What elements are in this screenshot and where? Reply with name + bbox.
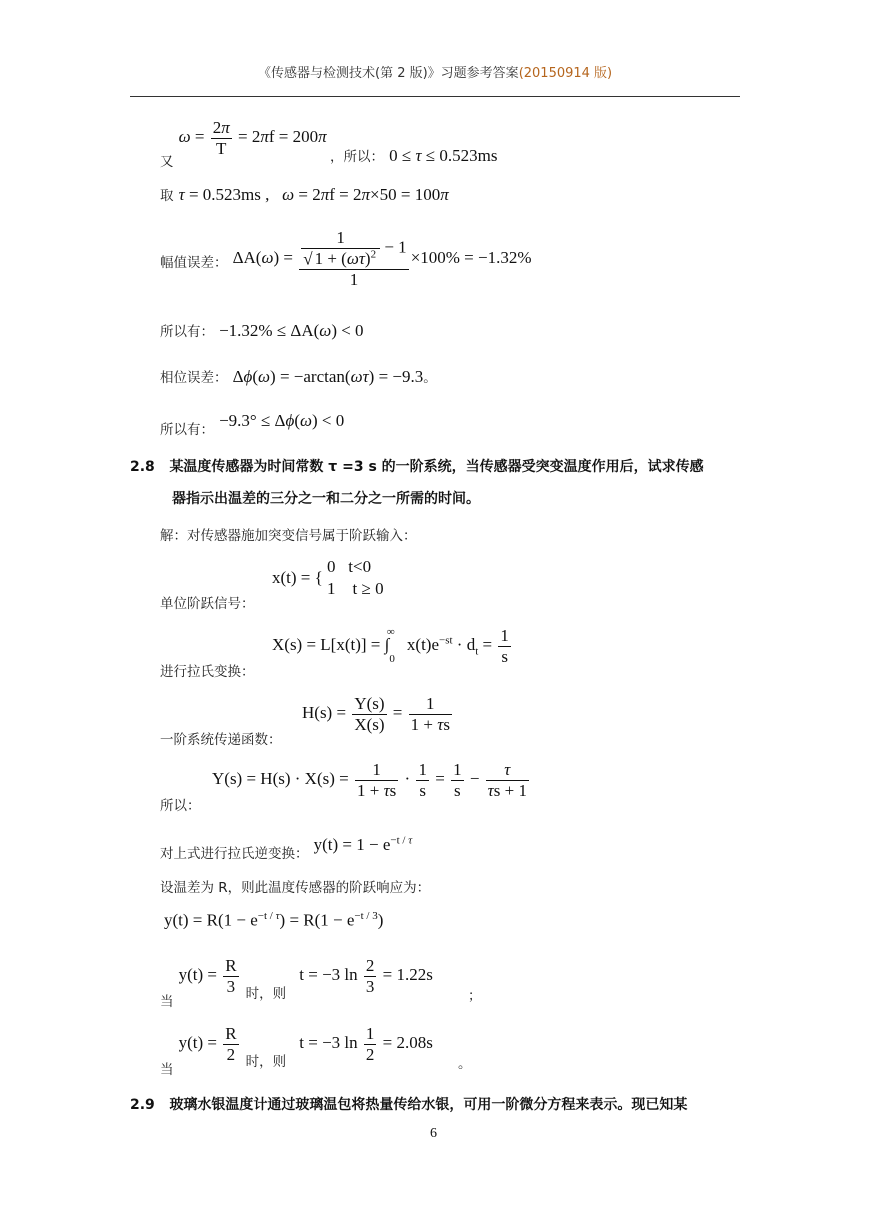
phase-range-formula: −9.3° ≤ Δϕ(ω) < 0: [219, 411, 345, 430]
solution-intro: 解：对传感器施加突变信号属于阶跃输入：: [160, 528, 417, 544]
case-one-third-condition: y(t) = $\frac{R}{3}$: [178, 956, 237, 996]
problem-2-9-number: 2.9: [130, 1097, 155, 1113]
amplitude-range-line: [160, 320, 364, 341]
transfer-formula: H(s) = $\frac{Y(s)}{X(s)}$ = $\frac{1}{1 + \tau s}$: [302, 694, 450, 734]
omega-formula: ω = $\frac{2\pi}{T}$ = 2πf = 200π: [178, 118, 327, 158]
problem-2-8-text-1: 某温度传感器为时间常数 τ =3 s 的一阶系统，当传感器受突变温度作用后，试求传感: [169, 459, 704, 475]
problem-2-8-number: 2.8: [130, 459, 155, 475]
tau-range-line: [330, 145, 497, 166]
problem-2-9-line1: [130, 1094, 687, 1114]
case-one-third: [160, 956, 482, 1010]
header-title: 《传感器与检测技术(第 2 版)》习题参考答案: [258, 66, 519, 81]
tau-range-formula: 0 ≤ τ ≤ 0.523ms: [389, 146, 498, 165]
inverse-formula: $y(t) = 1 - e^{-t / \tau}$: [313, 834, 413, 854]
phase-error-formula: Δϕ(ω) = −arctan(ωτ) = −9.3: [232, 367, 424, 386]
header-rule: [130, 96, 740, 97]
semicolon-1: ；: [467, 987, 482, 1004]
period-1: 。: [457, 1055, 472, 1072]
laplace-formula: $X(s) = L[x(t)] = \int_0^\infty$ $x(t)e^{-st} \cdot d_t$ = $\frac{1}{s}$: [272, 626, 509, 666]
label-shi-ze-1: 时，则: [245, 985, 287, 1002]
label-dang-1: 当: [160, 993, 174, 1010]
label-unit-step: 单位阶跃信号：: [160, 596, 255, 612]
label-suoyi-1: ，所以：: [330, 149, 384, 165]
problem-2-8-text-2: 器指示出温差的三分之一和二分之一所需的时间。: [172, 491, 480, 507]
page-header: [258, 62, 612, 81]
amplitude-error-formula: ΔA(ω) = $\frac{1}{√ 1 + (\omega\tau)^2}$ − 1 1 ×100% = −1.32%: [232, 228, 532, 289]
page-number: 6: [430, 1126, 437, 1141]
amplitude-error-line: [160, 228, 532, 289]
problem-2-9-text-1: 玻璃水银温度计通过玻璃温包将热量传给水银，可用一阶微分方程来表示。现已知某: [169, 1097, 688, 1113]
label-shi-ze-2: 时，则: [245, 1053, 287, 1070]
assume-text: 设温差为 R，则此温度传感器的阶跃响应为：: [160, 880, 431, 896]
problem-2-8-line2: [172, 488, 480, 508]
omega-line: [160, 118, 327, 170]
case-one-third-result: t = −3 ln $\frac{2}{3}$ = 1.22s: [299, 956, 433, 996]
label-phase-error: 相位误差：: [160, 370, 228, 386]
label-suoyouyou-1: 所以有：: [160, 324, 214, 340]
label-suoyi-2: 所以：: [160, 798, 201, 814]
case-one-half-result: t = −3 ln $\frac{1}{2}$ = 2.08s: [299, 1024, 433, 1064]
label-qu: 取: [160, 188, 174, 204]
phase-range-line: [160, 410, 345, 438]
problem-2-8-line1: [130, 456, 704, 476]
phase-error-line: 相位误差： Δϕ(ω) = −arctan(ωτ) = −9.3。: [160, 367, 437, 386]
inverse-laplace-line: [160, 834, 413, 862]
label-suoyouyou-2: 所以有：: [160, 422, 214, 438]
unit-step-formula: x(t) = { 0 t<0 1 t ≥ 0: [272, 557, 384, 599]
step-response-formula: $y(t) = R(1 - e^{-t / \tau}) = R(1 - e^{-t / 3})$: [164, 910, 384, 930]
case-one-half: [160, 1024, 472, 1078]
label-amplitude-error: 幅值误差：: [160, 254, 228, 271]
label-inverse: 对上式进行拉氏逆变换：: [160, 846, 309, 862]
label-you: 又: [160, 153, 174, 170]
label-laplace: 进行拉氏变换：: [160, 664, 255, 680]
output-formula: Y(s) = H(s) · X(s) = $\frac{1}{1 + \tau s}$ · $\frac{1}{s}$ = $\frac{1}{s}$ − $\frac{\tau}{\tau s + 1}$: [212, 760, 527, 800]
unit-step-line: [160, 556, 255, 612]
case-one-half-condition: y(t) = $\frac{R}{2}$: [178, 1024, 237, 1064]
amplitude-range-formula: −1.32% ≤ ΔA(ω) < 0: [219, 321, 364, 340]
take-tau-line: [160, 184, 449, 205]
label-transfer: 一阶系统传递函数：: [160, 732, 282, 748]
label-dang-2: 当: [160, 1061, 174, 1078]
header-version: (20150914 版): [518, 66, 613, 81]
tau-value-formula: τ = 0.523ms , ω = 2πf = 2π×50 = 100π: [178, 185, 449, 204]
